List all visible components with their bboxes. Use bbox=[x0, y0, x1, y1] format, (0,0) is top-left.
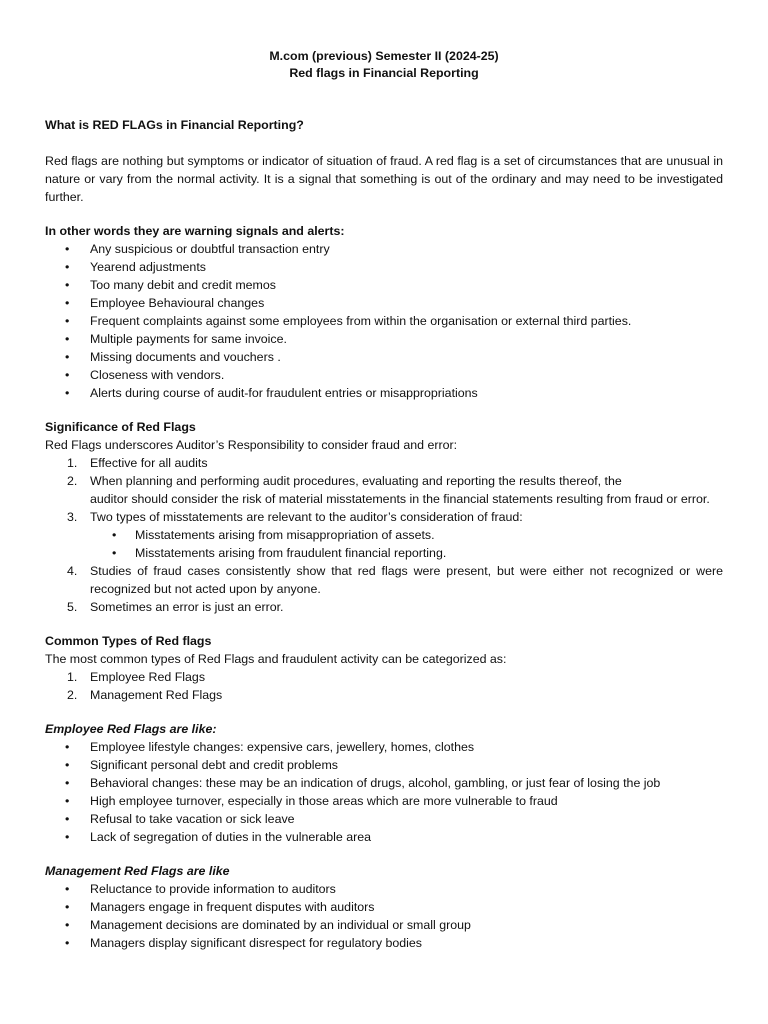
list-item: • High employee turnover, especially in those areas which are more vulnerable to fraud bbox=[65, 794, 558, 808]
list-item: • Alerts during course of audit-for fraudulent entries or misappropriations bbox=[65, 386, 478, 400]
list-item: • Managers display significant disrespect for regulatory bodies bbox=[65, 936, 422, 950]
significance-heading: Significance of Red Flags bbox=[45, 420, 196, 434]
list-item: 5. Sometimes an error is just an error. bbox=[67, 600, 284, 614]
common-heading: Common Types of Red flags bbox=[45, 634, 212, 648]
list-item: • Reluctance to provide information to auditors bbox=[65, 882, 336, 896]
document-title: Red flags in Financial Reporting bbox=[289, 66, 479, 80]
warnings-list bbox=[45, 240, 723, 402]
list-item: • Significant personal debt and credit problems bbox=[65, 758, 338, 772]
intro-heading: What is RED FLAGs in Financial Reporting? bbox=[45, 118, 304, 132]
list-item: • Closeness with vendors. bbox=[65, 368, 225, 382]
intro-paragraph: Red flags are nothing but symptoms or indicator of situation of fraud. A red flag is a set of circumstances that are unusual in nature or vary from the normal activity. It is a signal that something is out of the ordinary and may need to be investigated further. bbox=[45, 154, 723, 204]
list-item: • Misstatements arising from fraudulent financial reporting. bbox=[112, 546, 447, 560]
document-header bbox=[45, 48, 723, 82]
list-item: • Too many debit and credit memos bbox=[65, 278, 276, 292]
list-item: • Managers engage in frequent disputes with auditors bbox=[65, 900, 375, 914]
list-item: • Management decisions are dominated by an individual or small group bbox=[65, 918, 471, 932]
list-item: • Refusal to take vacation or sick leave bbox=[65, 812, 295, 826]
list-item: • Lack of segregation of duties in the vulnerable area bbox=[65, 830, 372, 844]
list-item: • Multiple payments for same invoice. bbox=[65, 332, 287, 346]
course-title: M.com (previous) Semester II (2024-25) bbox=[269, 49, 499, 63]
warnings-heading: In other words they are warning signals and alerts: bbox=[45, 224, 345, 238]
list-item: • Yearend adjustments bbox=[65, 260, 206, 274]
significance-intro: Red Flags underscores Auditor’s Responsibility to consider fraud and error: bbox=[45, 438, 458, 452]
list-item: 2. When planning and performing audit procedures, evaluating and reporting the results thereof, the auditor should consider the risk of material misstatements in the financial statements resulting from fraud or error. bbox=[67, 474, 710, 506]
list-item: 1. Employee Red Flags bbox=[67, 670, 206, 684]
management-flags-list bbox=[45, 880, 723, 952]
common-intro: The most common types of Red Flags and fraudulent activity can be categorized as: bbox=[45, 652, 507, 666]
list-item: • Missing documents and vouchers . bbox=[65, 350, 281, 364]
employee-heading: Employee Red Flags are like: bbox=[45, 722, 217, 736]
list-item: 3. Two types of misstatements are relevant to the auditor’s consideration of fraud: • Misstatements arising from misappropriation of assets. • Misstatements arising from fraudulent financial reporting. bbox=[45, 508, 723, 562]
list-item: 4. Studies of fraud cases consistently show that red flags were present, but were either not recognized or were recognized but not acted upon by anyone. bbox=[67, 564, 723, 596]
list-item: • Behavioral changes: these may be an indication of drugs, alcohol, gambling, or just fear of losing the job bbox=[65, 776, 661, 790]
list-item: 1. Effective for all audits bbox=[67, 456, 208, 470]
significance-list bbox=[45, 454, 723, 616]
item-continuation: auditor should consider the risk of material misstatements in the financial statements resulting from fraud or error. bbox=[90, 492, 710, 506]
common-types-list bbox=[45, 668, 723, 704]
list-item: • Employee Behavioural changes bbox=[65, 296, 265, 310]
list-item: 2. Management Red Flags bbox=[67, 688, 223, 702]
employee-flags-list bbox=[45, 738, 723, 846]
document-page bbox=[45, 48, 723, 952]
list-item: • Any suspicious or doubtful transaction entry bbox=[65, 242, 330, 256]
list-item: • Misstatements arising from misappropriation of assets. bbox=[112, 528, 435, 542]
list-item: • Frequent complaints against some employees from within the organisation or external third parties. bbox=[65, 314, 632, 328]
management-heading: Management Red Flags are like bbox=[45, 864, 230, 878]
list-item: • Employee lifestyle changes: expensive cars, jewellery, homes, clothes bbox=[65, 740, 475, 754]
misstatement-types-list bbox=[90, 526, 723, 562]
